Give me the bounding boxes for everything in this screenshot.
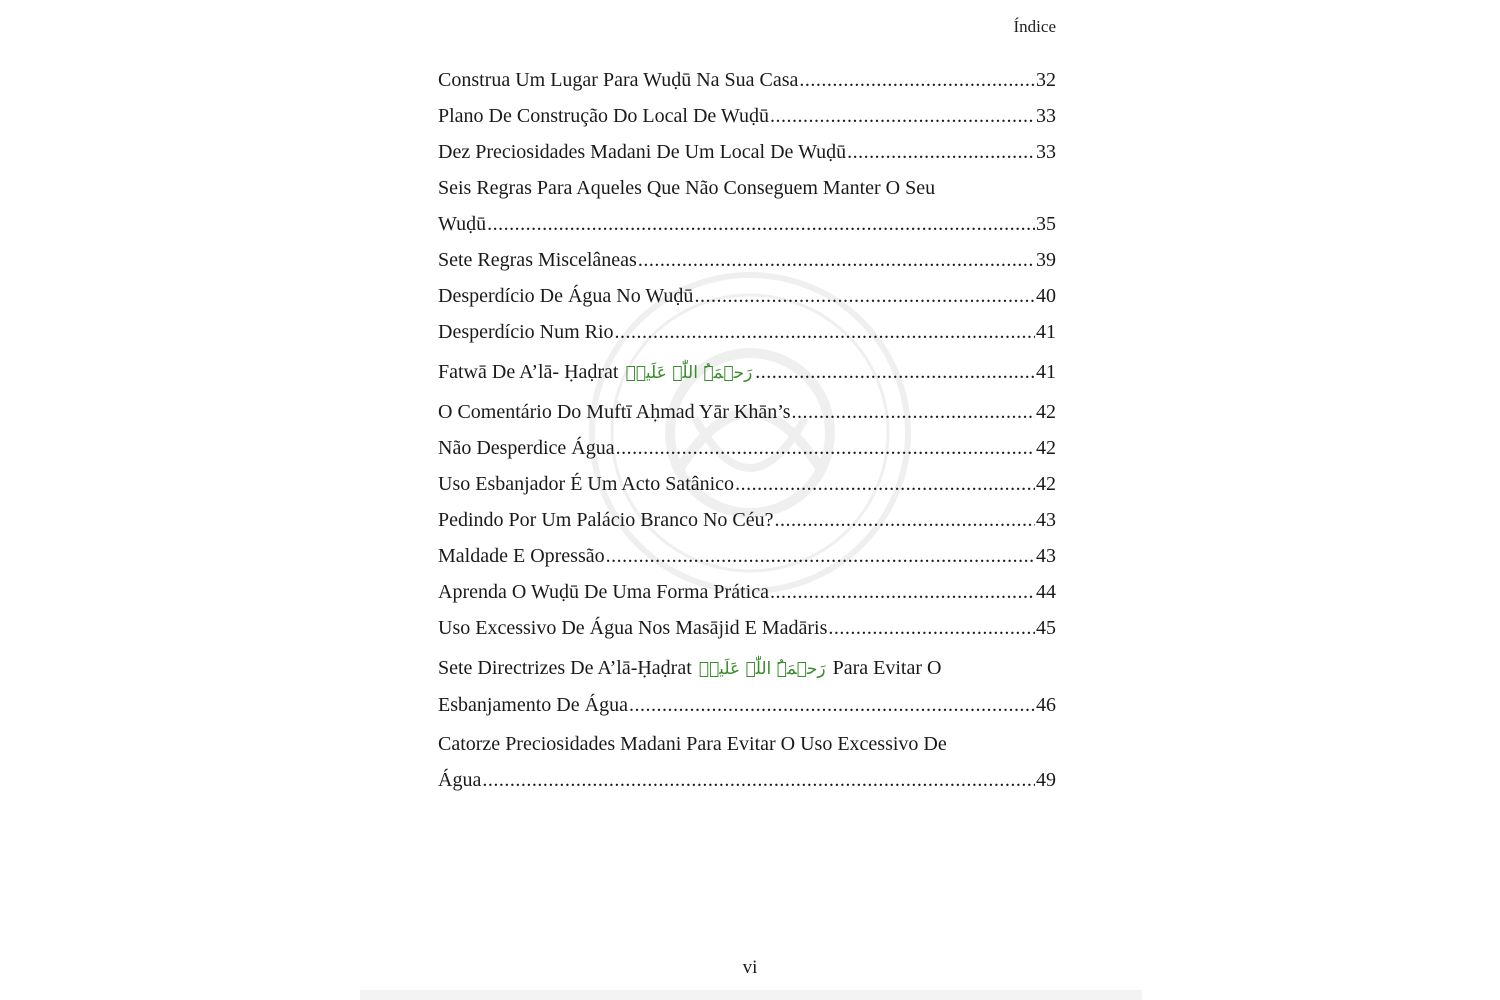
toc-entry[interactable] bbox=[438, 62, 1056, 98]
toc-entry-title: Construa Um Lugar Para Wuḍū Na Sua Casa bbox=[438, 69, 799, 91]
dot-leader bbox=[482, 762, 1035, 798]
toc-entry[interactable] bbox=[438, 134, 1056, 170]
page-bottom-edge bbox=[360, 990, 1142, 1000]
toc-entry-page: 41 bbox=[1036, 321, 1056, 343]
toc-entry[interactable] bbox=[438, 170, 1056, 242]
toc-entry-title-line1: Seis Regras Para Aqueles Que Não Conseguem Manter O Seu bbox=[438, 177, 936, 199]
toc-entry[interactable] bbox=[438, 502, 1056, 538]
toc-entry-page: 49 bbox=[1036, 769, 1056, 791]
toc-entry-page: 41 bbox=[1036, 361, 1056, 383]
page-number: vi bbox=[742, 957, 758, 978]
toc-entry[interactable] bbox=[438, 394, 1056, 430]
table-of-contents bbox=[438, 62, 1056, 798]
toc-entry[interactable] bbox=[438, 646, 1056, 726]
dot-leader bbox=[792, 394, 1035, 430]
toc-entry[interactable] bbox=[438, 574, 1056, 610]
toc-entry-title: Esbanjamento De Água bbox=[438, 694, 628, 716]
arabic-honorific: رَحۡمَۃُ اللّٰہ عَلَیۡہ bbox=[625, 363, 753, 383]
dot-leader bbox=[615, 314, 1035, 350]
toc-entry[interactable] bbox=[438, 610, 1056, 646]
toc-entry-page: 43 bbox=[1036, 509, 1056, 531]
dot-leader bbox=[755, 354, 1035, 390]
toc-entry-page: 33 bbox=[1036, 141, 1056, 163]
toc-entry-title: Dez Preciosidades Madani De Um Local De Wuḍū bbox=[438, 141, 847, 163]
toc-entry-title: Maldade E Opressão bbox=[438, 545, 605, 567]
toc-entry-title: Aprenda O Wuḍū De Uma Forma Prática bbox=[438, 581, 769, 603]
arabic-honorific: رَحۡمَۃُ اللّٰہ عَلَیۡہ bbox=[698, 659, 826, 679]
toc-entry-page: 46 bbox=[1036, 694, 1056, 716]
toc-entry-title-line1: Catorze Preciosidades Madani Para Evitar O Uso Excessivo De bbox=[438, 733, 947, 755]
toc-entry-title-text: Para Evitar O bbox=[832, 657, 942, 679]
toc-entry-title: Sete Regras Miscelâneas bbox=[438, 249, 637, 271]
toc-entry-title: Desperdício Num Rio bbox=[438, 321, 614, 343]
toc-entry[interactable] bbox=[438, 350, 1056, 394]
toc-entry[interactable] bbox=[438, 538, 1056, 574]
dot-leader bbox=[638, 242, 1035, 278]
toc-entry-title: Plano De Construção Do Local De Wuḍū bbox=[438, 105, 769, 127]
toc-entry-page: 43 bbox=[1036, 545, 1056, 567]
dot-leader bbox=[606, 538, 1035, 574]
toc-entry-title: Uso Excessivo De Água Nos Masājid E Madāris bbox=[438, 617, 828, 639]
dot-leader bbox=[799, 62, 1035, 98]
toc-entry-page: 33 bbox=[1036, 105, 1056, 127]
dot-leader bbox=[770, 98, 1035, 134]
toc-entry-title-line1 bbox=[438, 650, 1056, 687]
toc-entry[interactable] bbox=[438, 242, 1056, 278]
dot-leader bbox=[775, 502, 1036, 538]
toc-entry-title-text: Sete Directrizes De A’lā-Ḥaḍrat bbox=[438, 657, 692, 679]
dot-leader bbox=[487, 206, 1035, 242]
running-header: Índice bbox=[1013, 17, 1056, 36]
dot-leader bbox=[694, 278, 1035, 314]
toc-entry-title bbox=[438, 354, 754, 391]
toc-entry[interactable] bbox=[438, 314, 1056, 350]
dot-leader bbox=[735, 466, 1035, 502]
dot-leader bbox=[770, 574, 1035, 610]
toc-entry-title: O Comentário Do Muftī Aḥmad Yār Khān’s bbox=[438, 401, 791, 423]
toc-entry-title: Wuḍū bbox=[438, 213, 487, 235]
dot-leader bbox=[847, 134, 1035, 170]
toc-entry-page: 39 bbox=[1036, 249, 1056, 271]
toc-entry-title-text: Fatwā De A’lā- Ḥaḍrat bbox=[438, 361, 619, 383]
dot-leader bbox=[629, 687, 1035, 723]
toc-entry-page: 44 bbox=[1036, 581, 1056, 603]
toc-entry[interactable] bbox=[438, 430, 1056, 466]
toc-entry[interactable] bbox=[438, 466, 1056, 502]
toc-entry-title: Água bbox=[438, 769, 482, 791]
toc-entry-page: 42 bbox=[1036, 437, 1056, 459]
toc-entry-page: 32 bbox=[1036, 69, 1056, 91]
toc-entry-page: 42 bbox=[1036, 401, 1056, 423]
toc-entry-title: Uso Esbanjador É Um Acto Satânico bbox=[438, 473, 735, 495]
toc-entry-page: 40 bbox=[1036, 285, 1056, 307]
dot-leader bbox=[828, 610, 1035, 646]
toc-entry-title: Não Desperdice Água bbox=[438, 437, 615, 459]
dot-leader bbox=[616, 430, 1035, 466]
toc-entry[interactable] bbox=[438, 278, 1056, 314]
toc-entry[interactable] bbox=[438, 726, 1056, 798]
toc-entry-page: 45 bbox=[1036, 617, 1056, 639]
toc-entry-title: Pedindo Por Um Palácio Branco No Céu? bbox=[438, 509, 774, 531]
toc-entry-page: 42 bbox=[1036, 473, 1056, 495]
toc-entry[interactable] bbox=[438, 98, 1056, 134]
toc-entry-title: Desperdício De Água No Wuḍū bbox=[438, 285, 694, 307]
toc-entry-page: 35 bbox=[1036, 213, 1056, 235]
